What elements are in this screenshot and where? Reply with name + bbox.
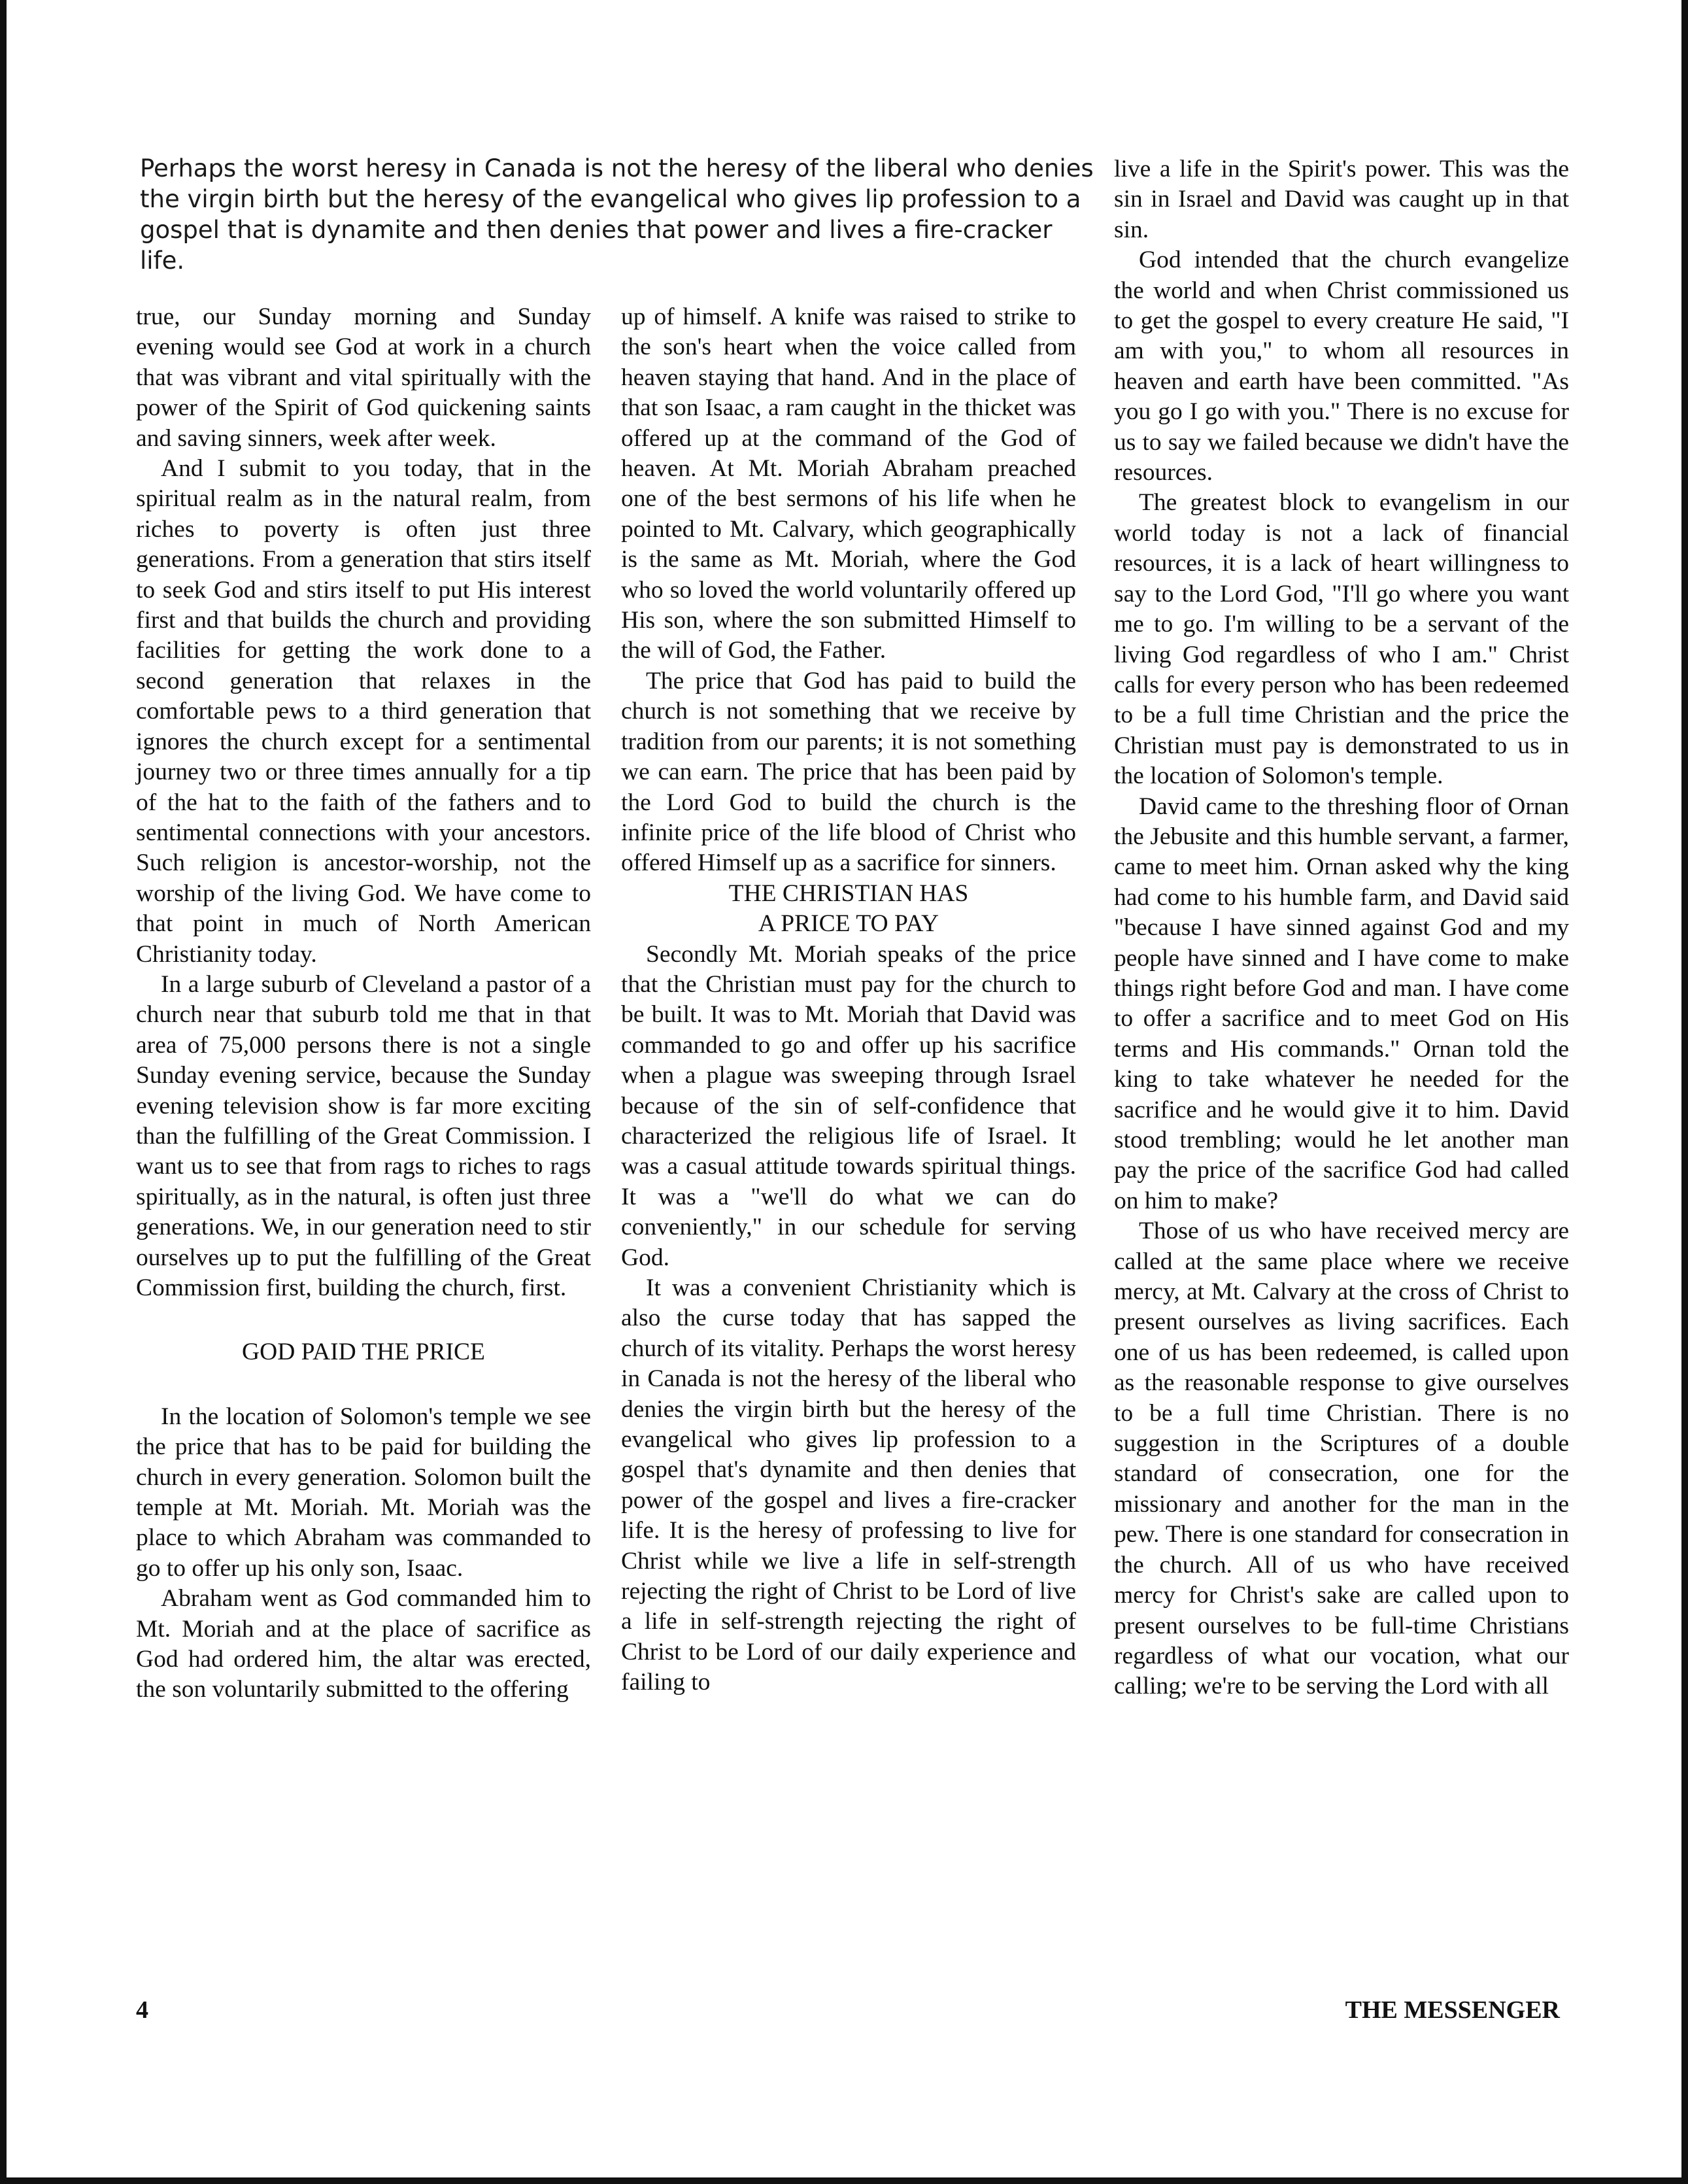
publication-title: THE MESSENGER — [1345, 1996, 1560, 2024]
paragraph: Abraham went as God commanded him to Mt. Moriah and at the place of sacrifice as God had ordered him, the altar was erected, the son voluntarily submitted to the offering — [136, 1585, 591, 1703]
paragraph: Those of us who have received mercy are called at the same place where we receive mercy, at Mt. Calvary at the cross of Christ to present ourselves as living sacrifices. Each one of us has been redeemed, is called upon as the reasonable response to give ourselves to be a full time Christian. There is no suggestion in the Scriptures of a double standard of consecration, one for the missionary and another for the man in the pew. There is one standard for consecration in the church. All of us who have received mercy for Christ's sake are called upon to present ourselves to be full-time Christians regardless of what our vocation, what our calling; we're to be serving the Lord with all — [1114, 1218, 1569, 1700]
article-column-3 — [1114, 154, 1569, 1702]
paragraph: In a large suburb of Cleveland a pastor of a church near that suburb told me that in that area of 75,000 persons there is not a single Sunday evening service, because the Sunday evening television show is far more exciting than the fulfilling of the Great Commission. I want us to see that from rags to riches to rags spiritually, as in the natural, is often just three generations. We, in our generation need to stir ourselves up to put the fulfilling of the Great Commission first, building the church, first. — [136, 970, 591, 1301]
section-heading: GOD PAID THE PRICE — [242, 1339, 485, 1366]
paragraph: David came to the threshing floor of Ornan the Jebusite and this humble servant, a farmer, came to meet him. Ornan asked why the king had come to his humble farm, and David said "because I have sinned against God and my people have sinned and I have come to make things right before God and man. I have come to offer a sacrifice and to meet God on His terms and His commands." Ornan told the king to take whatever he needed for the sacrifice and he would give it to him. David stood trembling; would he let another man pay the price of the sacrifice God had called on him to make? — [1114, 793, 1569, 1214]
paragraph: And I submit to you today, that in the spiritual realm as in the natural realm, from riches to poverty is often just three generations. From a generation that stirs itself to seek God and stirs itself to put His interest first and that builds the church and providing facilities for getting the work done to a second generation that relaxes in the comfortable pews to a third generation that ignores the church except for a sentimental journey two or three times annually for a tip of the hat to the faith of the fathers and to sentimental connections with your ancestors. Such religion is ancestor-worship, not the worship of the living God. We have come to that point in much of North American Christianity today. — [136, 455, 591, 968]
paragraph: The greatest block to evangelism in our world today is not a lack of financial resources, it is a lack of heart willingness to say to the Lord God, "I'll go where you want me to go. I'm willing to be a servant of the living God regardless of who I am." Christ calls for every person who has been redeemed to be a full time Christian and the price the Christian must pay is demonstrated to us in the location of Solomon's temple. — [1114, 489, 1569, 790]
paragraph: Secondly Mt. Moriah speaks of the price that the Christian must pay for the church to be built. It was to Mt. Moriah that David was commanded to go and offer up his sacrifice when a plague was sweeping through Israel because of the sin of self-confidence that characterized the religious life of Israel. It was a casual attitude towards spiritual things. It was a "we'll do what we can do conveniently," in our schedule for serving God. — [621, 940, 1076, 1271]
paragraph: It was a convenient Christianity which is also the curse today that has sapped the church of its vitality. Perhaps the worst heresy in Canada is not the heresy of the liberal who denies the virgin birth but the heresy of the evangelical who gives lip profession to a gospel that's dynamite and then denies that power of the gospel and lives a fire-cracker life. It is the heresy of professing to live for Christ while we live a life in self-strength rejecting the right of Christ to be Lord of live a life in self-strength rejecting the right of Christ to be Lord of our daily experience and failing to — [621, 1274, 1076, 1696]
paragraph: In the location of Solomon's temple we see the price that has to be paid for building the church in every generation. Solomon built the temple at Mt. Moriah. Mt. Moriah was the place to which Abraham was commanded to go to offer up his only son, Isaac. — [136, 1403, 591, 1582]
paragraph: The price that God has paid to build the church is not something that we receive by tradition from our parents; it is not something we can earn. The price that has been paid by the Lord God to build the church is the infinite price of the life blood of Christ who offered Himself up as a sacrifice for sinners. — [621, 667, 1076, 877]
section-heading-line: THE CHRISTIAN HAS — [728, 879, 969, 907]
article-column-1 — [136, 302, 591, 1705]
page-number: 4 — [136, 1996, 148, 2024]
paragraph: live a life in the Spirit's power. This was the sin in Israel and David was caught up in that sin. — [1114, 156, 1569, 243]
paragraph: true, our Sunday morning and Sunday evening would see God at work in a church that was vibrant and vital spiritually with the power of the Spirit of God quickening saints and saving sinners, week after week. — [136, 303, 591, 452]
section-heading-line: A PRICE TO PAY — [758, 910, 939, 938]
paragraph: up of himself. A knife was raised to strike to the son's heart when the voice called from heaven staying that hand. And in the place of that son Isaac, a ram caught in the thicket was offered up at the command of the God of heaven. At Mt. Moriah Abraham preached one of the best sermons of his life when he pointed to Mt. Calvary, which geographically is the same as Mt. Moriah, where the God who so loved the world voluntarily offered up His son, where the son submitted Himself to the will of God, the Father. — [621, 303, 1076, 664]
paragraph: God intended that the church evangelize the world and when Christ commissioned us to get the gospel to every creature He said, "I am with you," to whom all resources in heaven and earth have been committed. "As you go I go with you." There is no excuse for us to say we failed because we didn't have the resources. — [1114, 247, 1569, 486]
pull-quote: Perhaps the worst heresy in Canada is not the heresy of the liberal who denies the virgin birth but the heresy of the evangelical who gives lip profession to a gospel that is dynamite and then denies that power and lives a fire-cracker life. — [140, 154, 1094, 275]
article-column-2 — [621, 302, 1076, 1698]
